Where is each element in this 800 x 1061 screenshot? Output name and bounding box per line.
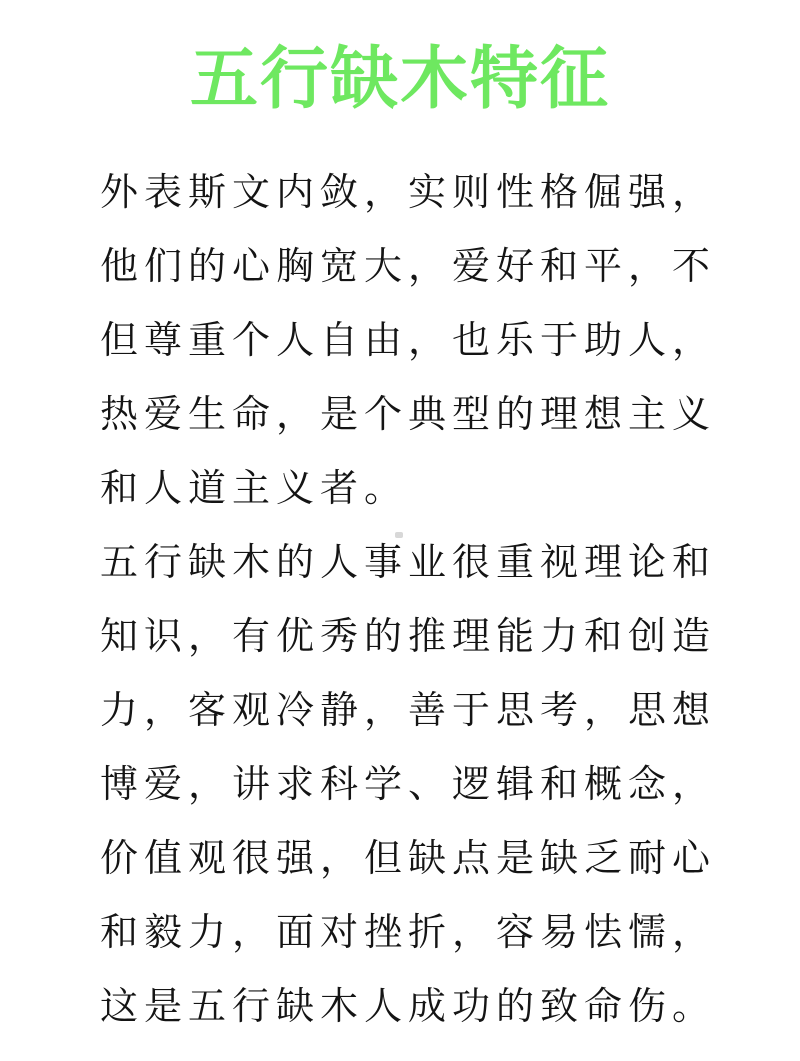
text-line: 他们的心胸宽大，爱好和平，不 [100, 244, 717, 288]
text-line: 五行缺木的人事业很重视理论和 [100, 540, 717, 584]
text-line: 价值观很强，但缺点是缺乏耐心 [100, 836, 717, 880]
text-line: 和毅力，面对挫折，容易怯懦， [100, 910, 717, 954]
text-line: 和人道主义者。 [100, 466, 409, 510]
body-text [100, 162, 717, 1050]
text-line: 力，客观冷静，善于思考，思想 [100, 688, 717, 732]
text-line: 这是五行缺木人成功的致命伤。 [100, 984, 717, 1028]
scan-speck [395, 532, 403, 538]
text-line: 外表斯文内敛，实则性格倔强， [100, 170, 717, 214]
text-line: 博爱，讲求科学、逻辑和概念， [100, 762, 717, 806]
page-title: 五行缺木特征 [189, 40, 610, 119]
text-line: 但尊重个人自由，也乐于助人， [100, 318, 717, 362]
text-line: 热爱生命，是个典型的理想主义 [100, 392, 717, 436]
text-line: 知识，有优秀的推理能力和创造 [100, 614, 717, 658]
